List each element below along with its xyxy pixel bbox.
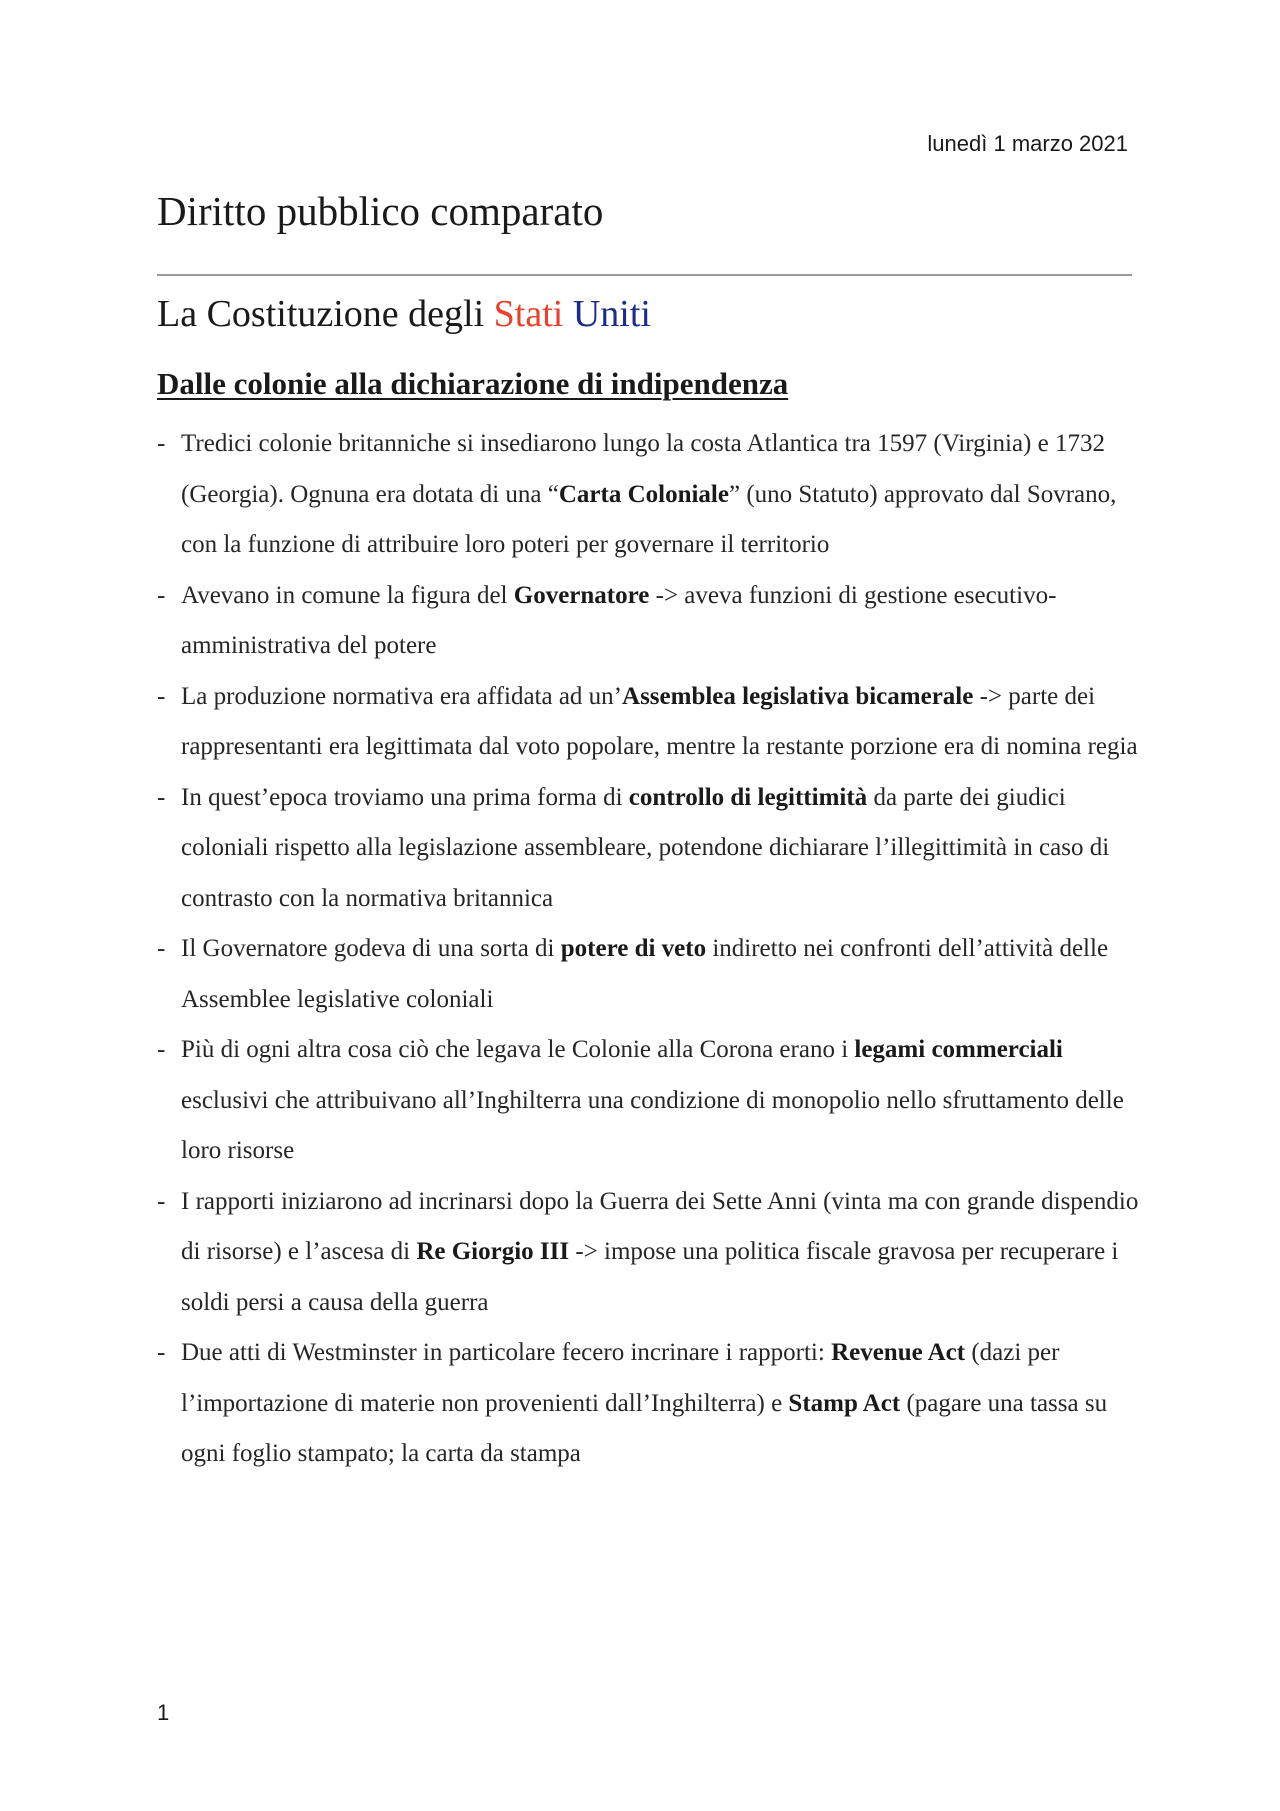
bullet-text: Avevano in comune la figura del: [181, 581, 514, 609]
bullet-text: (pagare una tassa su ogni foglio stampato; la carta da stampa: [181, 1389, 1108, 1467]
bullet-text: Più di ogni altra cosa ciò che legava le Colonie alla Corona erano i: [181, 1036, 855, 1063]
bullet-item: [157, 1025, 1147, 1177]
date-header: lunedì 1 marzo 2021: [927, 131, 1128, 156]
bullet-bold-term: Revenue Act: [831, 1339, 966, 1366]
bullet-text: -> aveva funzioni di gestione esecutivo-amministrativa del potere: [181, 581, 1057, 659]
bullet-item: [157, 672, 1147, 773]
bullet-text: -> impose una politica fiscale gravosa per recuperare i soldi persi a causa della guerra: [181, 1238, 1119, 1316]
bullet-text: da parte dei giudici coloniali rispetto alla legislazione assembleare, potendone dichiarare l’illegittimità in caso di contrasto con la normativa britannica: [181, 783, 1110, 912]
bullet-text: -> parte dei rappresentanti era legittimata dal voto popolare, mentre la restante porzione era di nomina regia: [181, 682, 1138, 760]
bullet-bold-term: potere di veto: [560, 935, 707, 962]
bullet-bold-term: Governatore: [513, 581, 650, 609]
bullet-text: Il Governatore godeva di una sorta di: [181, 935, 561, 962]
bullet-text: esclusivi che attribuivano all’Inghilterra una condizione di monopolio nello sfruttamento delle loro risorse: [181, 1086, 1124, 1164]
section-title-prefix: La Costituzione degli: [157, 293, 494, 335]
bullet-bold-term: Carta Coloniale: [558, 480, 729, 508]
bullet-text: I rapporti iniziarono ad incrinarsi dopo la Guerra dei Sette Anni (vinta ma con grande dispendio di risorse) e l’ascesa di: [181, 1187, 1139, 1265]
bullet-text: indiretto nei confronti dell’attività delle Assemblee legislative coloniali: [181, 935, 1109, 1013]
bullet-text: La produzione normativa era affidata ad un’: [181, 682, 623, 710]
bullet-list: [157, 419, 1147, 1480]
page-number: 1: [157, 1700, 170, 1725]
bullet-item: [157, 924, 1147, 1025]
bullet-bold-term: controllo di legittimità: [628, 783, 868, 811]
bullet-item: [157, 571, 1147, 672]
bullet-bold-term: Re Giorgio III: [416, 1238, 570, 1265]
bullet-item: [157, 419, 1147, 571]
document-title: Diritto pubblico comparato: [157, 188, 604, 234]
bullet-text: Tredici colonie britanniche si insediarono lungo la costa Atlantica tra 1597 (Virginia) e 1732 (Georgia). Ognuna era dotata di una “: [181, 430, 1105, 508]
subsection-title: Dalle colonie alla dichiarazione di indipendenza: [157, 366, 789, 401]
bullet-item: [157, 1177, 1147, 1329]
section-title-word-uniti: Uniti: [572, 293, 651, 335]
bullet-text: Due atti di Westminster in particolare fecero incrinare i rapporti:: [181, 1339, 832, 1366]
title-divider: [157, 274, 1132, 276]
bullet-bold-term: Assemblea legislativa bicamerale: [622, 682, 974, 710]
bullet-bold-term: legami commerciali: [854, 1036, 1063, 1063]
bullet-text: (dazi per l’importazione di materie non provenienti dall’Inghilterra) e: [181, 1339, 1060, 1417]
bullet-item: [157, 773, 1147, 925]
bullet-bold-term: Stamp Act: [788, 1389, 901, 1417]
bullet-item: [157, 1328, 1147, 1480]
section-title-separator: [563, 293, 573, 335]
bullet-text: ” (uno Statuto) approvato dal Sovrano, con la funzione di attribuire loro poteri per governare il territorio: [181, 480, 1117, 558]
bullet-text: In quest’epoca troviamo una prima forma di: [181, 783, 629, 811]
section-title: [157, 288, 651, 340]
section-title-word-stati: Stati: [493, 293, 564, 335]
